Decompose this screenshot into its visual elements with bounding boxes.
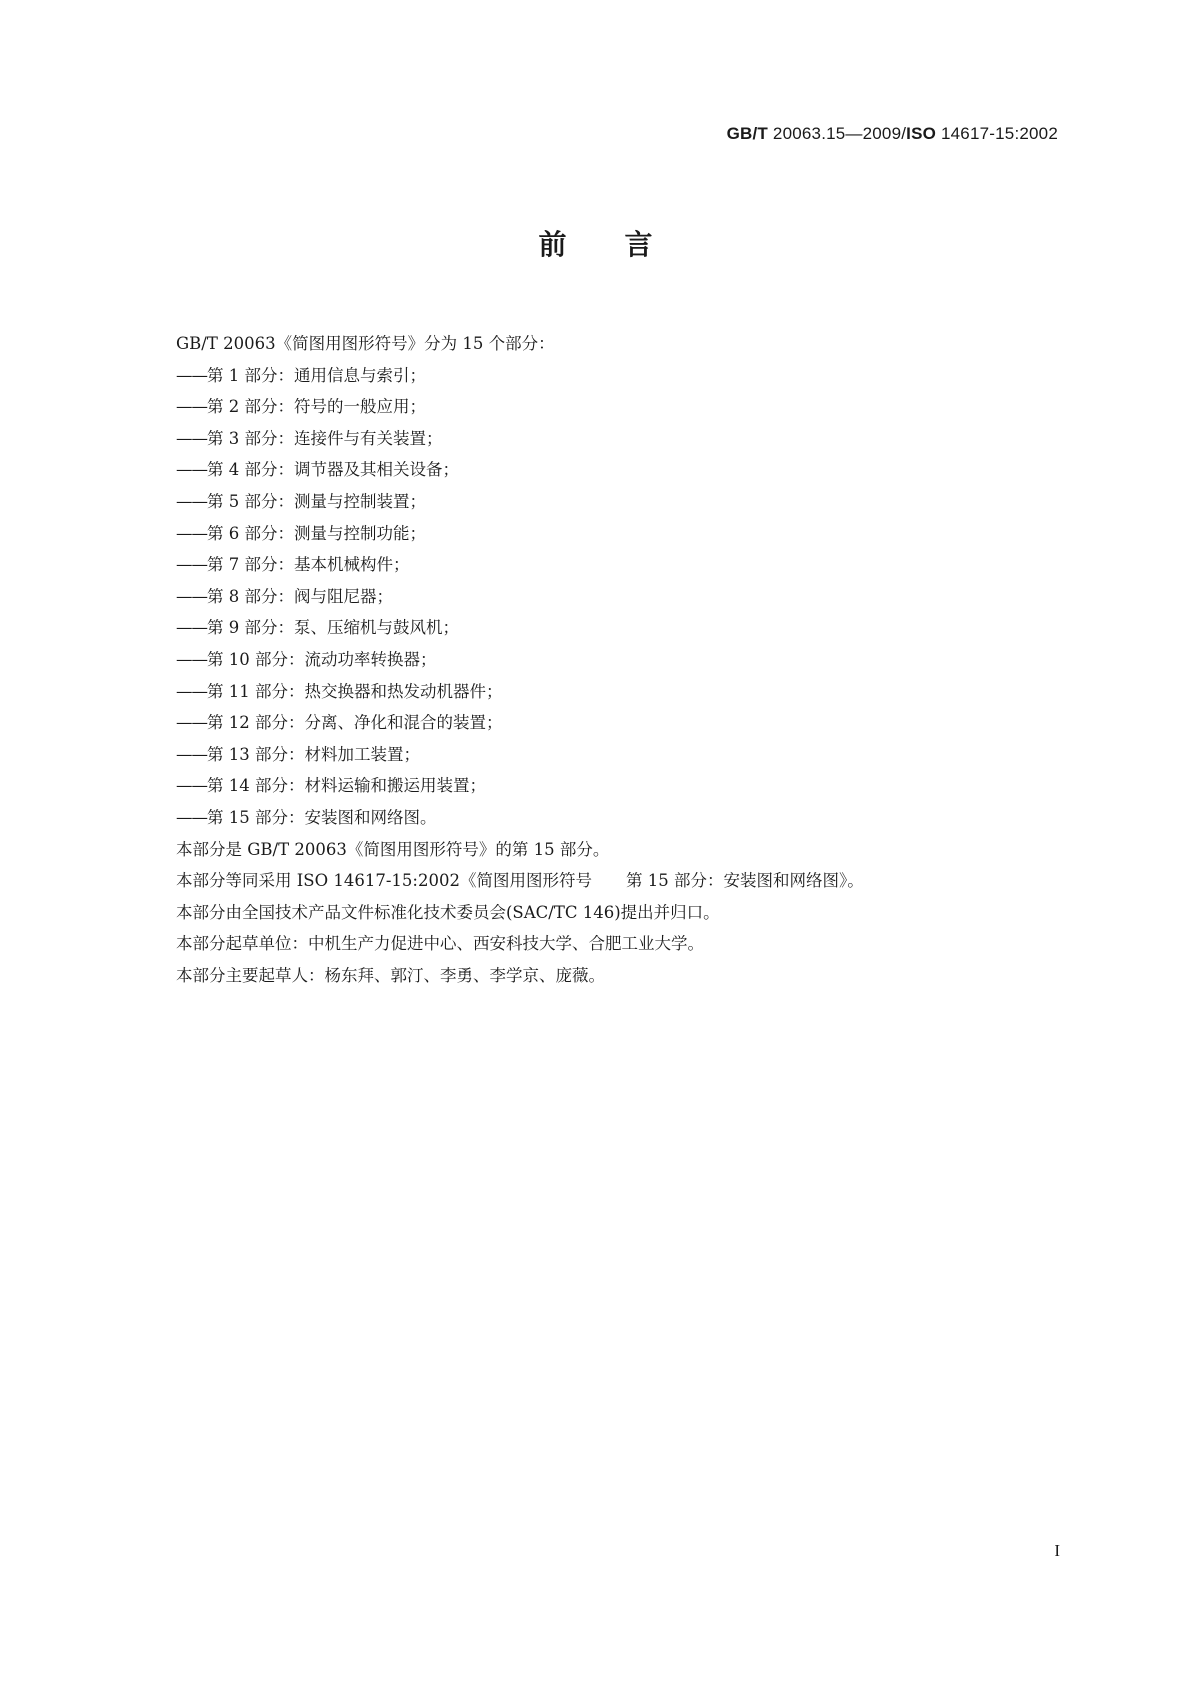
parts-list bbox=[176, 360, 1056, 834]
drafters-statement: 本部分主要起草人：杨东拜、郭汀、李勇、李学京、庞薇。 bbox=[176, 965, 605, 985]
list-item-text: 第 13 部分：材料加工装置； bbox=[207, 744, 420, 764]
dash-marker: —— bbox=[176, 586, 207, 606]
dash-marker: —— bbox=[176, 491, 207, 511]
iso-prefix: ISO bbox=[906, 124, 937, 143]
dash-marker: —— bbox=[176, 649, 207, 669]
list-item bbox=[176, 676, 1056, 708]
part-of-statement: 本部分是 GB/T 20063《简图用图形符号》的第 15 部分。 bbox=[176, 839, 610, 859]
dash-marker: —— bbox=[176, 807, 207, 827]
dash-marker: —— bbox=[176, 744, 207, 764]
foreword-body bbox=[176, 328, 1056, 991]
page-number: I bbox=[1054, 1541, 1060, 1560]
list-item-text: 第 4 部分：调节器及其相关设备； bbox=[207, 460, 459, 480]
dash-marker: —— bbox=[176, 713, 207, 733]
standard-prefix: GB/T bbox=[726, 124, 768, 143]
drafting-units-statement: 本部分起草单位：中机生产力促进中心、西安科技大学、合肥工业大学。 bbox=[176, 934, 704, 954]
dash-marker: —— bbox=[176, 397, 207, 417]
list-item-text: 第 7 部分：基本机械构件； bbox=[207, 555, 410, 575]
list-item-text: 第 10 部分：流动功率转换器； bbox=[207, 649, 437, 669]
list-item bbox=[176, 707, 1056, 739]
list-item-text: 第 9 部分：泵、压缩机与鼓风机； bbox=[207, 618, 459, 638]
adoption-statement bbox=[176, 865, 1056, 897]
proposal-statement: 本部分由全国技术产品文件标准化技术委员会(SAC/TC 146)提出并归口。 bbox=[176, 902, 720, 922]
list-item-text: 第 5 部分：测量与控制装置； bbox=[207, 491, 426, 511]
standard-number: 20063.15—2009/ bbox=[772, 124, 907, 143]
intro-paragraph: GB/T 20063《简图用图形符号》分为 15 个部分： bbox=[176, 334, 555, 353]
list-item-text: 第 3 部分：连接件与有关装置； bbox=[207, 428, 443, 448]
list-item bbox=[176, 549, 1056, 581]
list-item bbox=[176, 454, 1056, 486]
dash-marker: —— bbox=[176, 776, 207, 796]
list-item bbox=[176, 739, 1056, 771]
list-item bbox=[176, 802, 1056, 834]
dash-marker: —— bbox=[176, 460, 207, 480]
list-item bbox=[176, 486, 1056, 518]
list-item-text: 第 11 部分：热交换器和热发动机器件； bbox=[207, 681, 503, 701]
adoption-statement-b: 第 15 部分：安装图和网络图》。 bbox=[625, 871, 864, 891]
list-item-text: 第 2 部分：符号的一般应用； bbox=[207, 397, 426, 417]
list-item bbox=[176, 423, 1056, 455]
list-item-text: 第 12 部分：分离、净化和混合的装置； bbox=[207, 713, 503, 733]
list-item-text: 第 6 部分：测量与控制功能； bbox=[207, 523, 426, 543]
list-item bbox=[176, 391, 1056, 423]
list-item-text: 第 1 部分：通用信息与索引； bbox=[207, 365, 426, 385]
dash-marker: —— bbox=[176, 523, 207, 543]
list-item bbox=[176, 581, 1056, 613]
standard-code bbox=[727, 124, 1058, 144]
list-item bbox=[176, 518, 1056, 550]
adoption-statement-a: 本部分等同采用 ISO 14617-15:2002《简图用图形符号 bbox=[176, 871, 592, 891]
page-title: 前言 bbox=[538, 228, 711, 261]
list-item-text: 第 8 部分：阀与阻尼器； bbox=[207, 586, 393, 606]
dash-marker: —— bbox=[176, 555, 207, 575]
dash-marker: —— bbox=[176, 428, 207, 448]
list-item bbox=[176, 644, 1056, 676]
dash-marker: —— bbox=[176, 365, 207, 385]
list-item bbox=[176, 770, 1056, 802]
dash-marker: —— bbox=[176, 618, 207, 638]
list-item bbox=[176, 612, 1056, 644]
list-item-text: 第 15 部分：安装图和网络图。 bbox=[207, 807, 437, 827]
dash-marker: —— bbox=[176, 681, 207, 701]
list-item-text: 第 14 部分：材料运输和搬运用装置； bbox=[207, 776, 486, 796]
iso-number: 14617-15:2002 bbox=[941, 124, 1058, 143]
list-item bbox=[176, 360, 1056, 392]
